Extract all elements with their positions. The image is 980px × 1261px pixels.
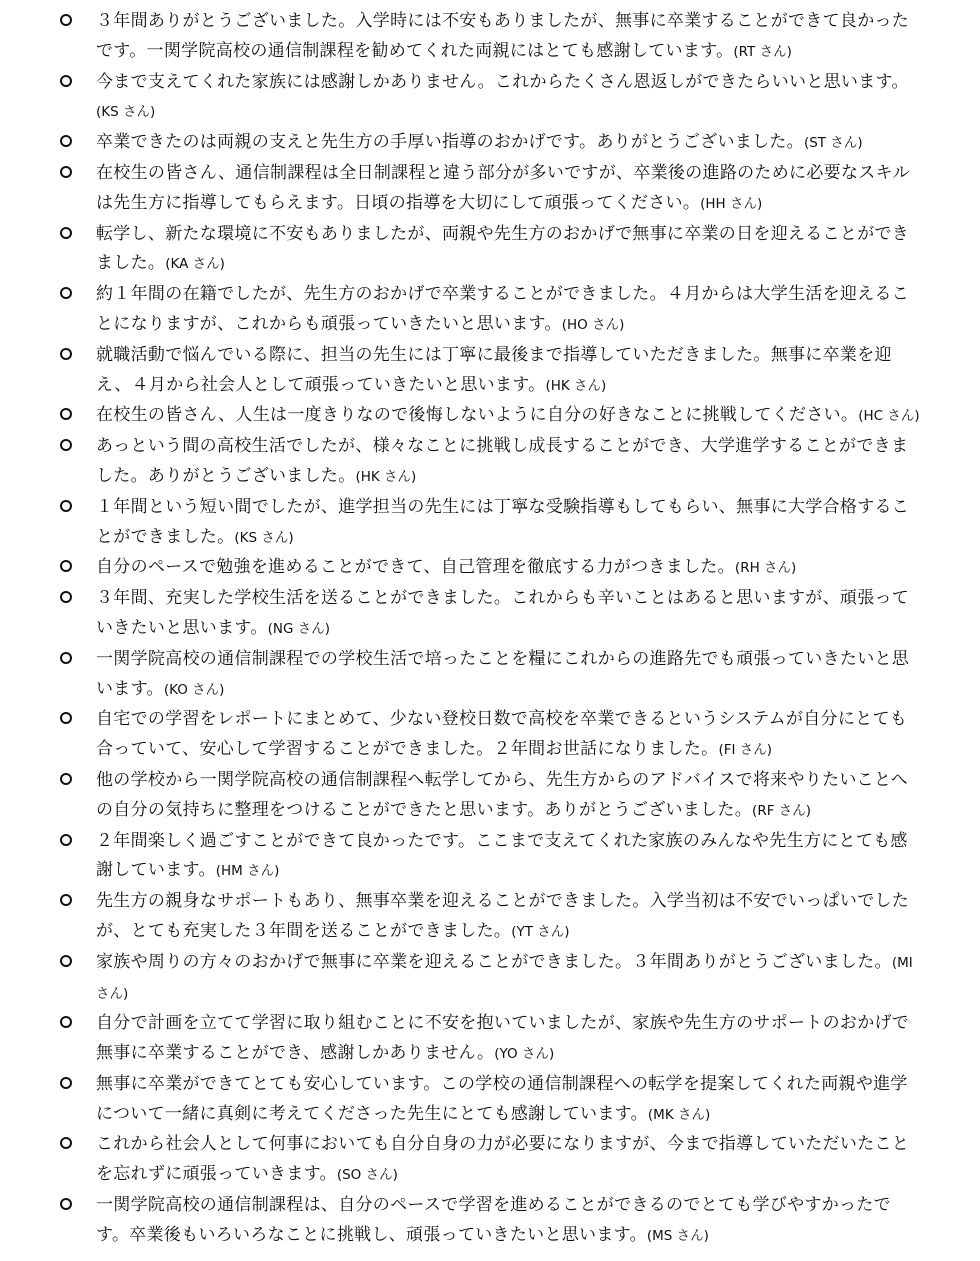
student-initials: (NG さん) [267,620,331,637]
message-text: あっという間の高校生活でしたが、様々なことに挑戦し成長することができ、大学進学することができました。ありがとうございました。 [96,436,909,486]
list-item [0,1191,980,1252]
message-text: 自分で計画を立てて学習に取り組むことに不安を抱いていましたが、家族や先生方のサポートのおかげで無事に卒業することができ、感謝しかありません。 [96,1013,910,1064]
message-text: 今まで支えてくれた家族には感謝しかありません。これからたくさん恩返しができたらいいと思います。 [96,71,909,92]
list-item [0,68,980,129]
message-text: 自宅での学習をレポートにまとめて、少ない登校日数で高校を卒業できるというシステムが自分にとても合っていて、安心して学習することができました。２年間お世話になりました。 [96,709,908,760]
student-initials: (KA さん) [165,256,225,273]
message-text: 一関学院高校の通信制課程での学校生活で培ったことを糧にこれからの進路先でも頑張っていきたいと思います。 [96,648,910,699]
circle-bullet-icon [60,955,72,967]
student-initials: (YO さん) [494,1046,555,1063]
student-initials: (YT さん) [511,923,570,940]
message-text: 無事に卒業ができてとても安心しています。この学校の通信制課程への転学を提案してくれた両親や進学について一緒に真剣に考えてくださった先生にとても感謝しています。 [96,1073,908,1124]
list-item [0,1009,980,1070]
student-initials: (KS さん) [96,104,156,121]
circle-bullet-icon [60,773,72,785]
student-initials: (HK さん) [355,468,417,485]
circle-bullet-icon [60,500,72,512]
list-item [0,827,980,888]
student-initials: (RH さん) [734,560,797,577]
student-initials: (HM さん) [215,863,280,880]
list-item [0,432,980,493]
message-text: 約１年間の在籍でしたが、先生方のおかげで卒業することができました。４月からは大学生活を迎えることになりますが、これからも頑張っていきたいと思います。 [96,284,910,334]
circle-bullet-icon [60,75,72,87]
student-initials: (SO さん) [336,1167,398,1184]
circle-bullet-icon [60,287,72,299]
message-text: 在校生の皆さん、人生は一度きりなので後悔しないように自分の好きなことに挑戦してください。 [96,405,859,426]
circle-bullet-icon [60,135,72,147]
circle-bullet-icon [60,408,72,420]
circle-bullet-icon [60,1198,72,1210]
message-text: 自分のペースで勉強を進めることができて、自己管理を徹底する力がつきました。 [96,557,735,578]
message-text: ３年間、充実した学校生活を送ることができました。これからも辛いことはあると思いますが、頑張っていきたいと思います。 [96,588,910,638]
circle-bullet-icon [60,1137,72,1149]
circle-bullet-icon [60,348,72,360]
list-item [0,887,980,948]
circle-bullet-icon [60,14,72,26]
message-text: 一関学院高校の通信制課程は、自分のペースで学習を進めることができるのでとても学びやすかったです。卒業後もいろいろなことに挑戦し、頑張っていきたいと思います。 [96,1195,891,1245]
list-item [0,1130,980,1191]
list-item [0,584,980,645]
message-text: 他の学校から一関学院高校の通信制課程へ転学してから、先生方からのアドバイスで将来やりたいことへの自分の気持ちに整理をつけることができたと思います。ありがとうございました。 [96,769,908,820]
circle-bullet-icon [60,1077,72,1089]
list-item [0,645,980,706]
circle-bullet-icon [60,166,72,178]
list-item [0,341,980,402]
list-item [0,220,980,281]
list-item [0,7,980,68]
message-text: 家族や周りの方々のおかげで無事に卒業を迎えることができました。３年間ありがとうございました。 [96,951,892,972]
list-item [0,705,980,766]
list-item [0,401,980,432]
message-text: 在校生の皆さん、通信制課程は全日制課程と違う部分が多いですが、卒業後の進路のために必要なスキルは先生方に指導してもらえます。日頃の指導を大切にして頑張ってください。 [96,162,910,213]
circle-bullet-icon [60,227,72,239]
student-initials: (ST さん) [803,135,863,152]
message-text: 転学し、新たな環境に不安もありましたが、両親や先生方のおかげで無事に卒業の日を迎えることができました。 [96,223,910,274]
list-item [0,1070,980,1131]
student-initials: (RT さん) [733,43,792,60]
list-item [0,948,980,1010]
student-initials: (RF さん) [752,802,812,819]
graduate-messages-list [0,7,980,1252]
student-initials: (KS さん) [234,529,294,546]
list-item [0,280,980,341]
message-text: ３年間ありがとうございました。入学時には不安もありましたが、無事に卒業することができて良かったです。一関学院高校の通信制課程を勧めてくれた両親にはとても感謝しています。 [96,11,910,61]
message-text: 就職活動で悩んでいる際に、担当の先生には丁寧に最後まで指導していただきました。無事に卒業を迎え、４月から社会人として頑張っていきたいと思います。 [96,344,892,395]
student-initials: (HK さん) [545,377,607,394]
message-text: ２年間楽しく過ごすことができて良かったです。ここまで支えてくれた家族のみんなや先生方にとても感謝しています。 [96,830,908,881]
message-text: 卒業できたのは両親の支えと先生方の手厚い指導のおかげです。ありがとうございました。 [96,132,804,153]
circle-bullet-icon [60,894,72,906]
student-initials: (FI さん) [718,742,773,759]
circle-bullet-icon [60,560,72,572]
student-initials: (HH さん) [700,195,763,212]
circle-bullet-icon [60,834,72,846]
circle-bullet-icon [60,712,72,724]
student-initials: (KO さん) [163,681,225,698]
circle-bullet-icon [60,439,72,451]
list-item [0,493,980,554]
student-initials: (MI さん) [96,954,913,1002]
message-text: １年間という短い間でしたが、進学担当の先生には丁寧な受験指導もしてもらい、無事に大学合格することができました。 [96,496,910,547]
list-item [0,128,980,159]
circle-bullet-icon [60,652,72,664]
circle-bullet-icon [60,591,72,603]
message-text: これから社会人として何事においても自分自身の力が必要になりますが、今まで指導していただいたことを忘れずに頑張っていきます。 [96,1134,910,1185]
student-initials: (HO さん) [561,316,625,333]
student-initials: (MK さん) [647,1106,711,1123]
list-item [0,159,980,220]
student-initials: (HC さん) [858,408,920,425]
list-item [0,553,980,584]
message-text: 先生方の親身なサポートもあり、無事卒業を迎えることができました。入学当初は不安でいっぱいでしたが、とても充実した３年間を送ることができました。 [96,891,910,941]
circle-bullet-icon [60,1016,72,1028]
student-initials: (MS さん) [646,1227,709,1244]
list-item [0,766,980,827]
